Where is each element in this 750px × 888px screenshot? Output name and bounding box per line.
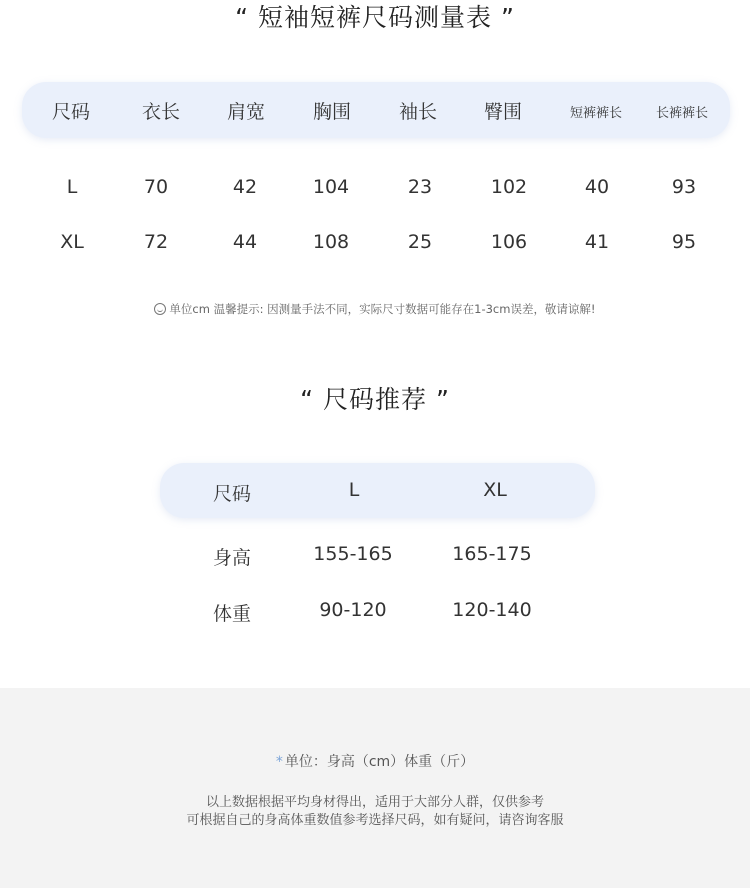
table-cell: 40 [584,176,610,198]
recommend-header-L: L [348,479,360,501]
star-icon: * [275,754,283,770]
table-cell: 90-120 [319,599,387,621]
footer-unit [0,751,750,771]
table-cell: 155-165 [313,543,393,565]
size-header-size: 尺码 [51,101,91,123]
footer-unit-text: 单位：身高（cm）体重（斤） [284,754,475,770]
table-cell: L [66,176,78,198]
note-text: 单位cm 温馨提示: 因测量手法不同，实际尺寸数据可能存在1-3cm误差，敬请谅解! [169,302,596,316]
size-table-title: “ 短袖短裤尺码测量表 ” [235,3,515,32]
footer-panel [0,688,750,888]
table-cell: 108 [312,231,350,253]
table-cell: 70 [143,176,169,198]
table-cell: 106 [490,231,528,253]
table-cell: 104 [312,176,350,198]
table-cell: 25 [407,231,433,253]
measurement-note [0,301,750,317]
table-cell: 42 [232,176,258,198]
table-cell: XL [60,231,84,253]
table-cell: 120-140 [452,599,532,621]
size-header-hip: 臀围 [483,101,523,123]
table-cell: 72 [143,231,169,253]
size-header-shorts-length: 短裤裤长 [569,106,623,121]
size-header-length: 衣长 [141,101,181,123]
size-header-sleeve: 袖长 [398,101,438,123]
table-cell: 102 [490,176,528,198]
table-cell: 93 [671,176,697,198]
size-header-chest: 胸围 [312,101,352,123]
table-cell: 165-175 [452,543,532,565]
table-cell: 44 [232,231,258,253]
recommend-header-size: 尺码 [212,483,252,505]
size-header-shoulder: 肩宽 [226,101,266,123]
footer-desc-line1: 以上数据根据平均身材得出，适用于大部分人群，仅供参考 [205,795,544,810]
smile-icon [154,303,166,315]
table-cell: 41 [584,231,610,253]
table-cell: 体重 [212,603,252,625]
footer-desc-line2: 可根据自己的身高体重数值参考选择尺码，如有疑问，请咨询客服 [186,813,564,828]
recommend-header-XL: XL [483,479,507,501]
recommend-table-title: “ 尺码推荐 ” [300,385,450,414]
size-header-pants-length: 长裤裤长 [655,106,709,121]
size-table-header-bar [22,82,730,138]
table-cell: 95 [671,231,697,253]
table-cell: 23 [407,176,433,198]
table-cell: 身高 [212,547,252,569]
